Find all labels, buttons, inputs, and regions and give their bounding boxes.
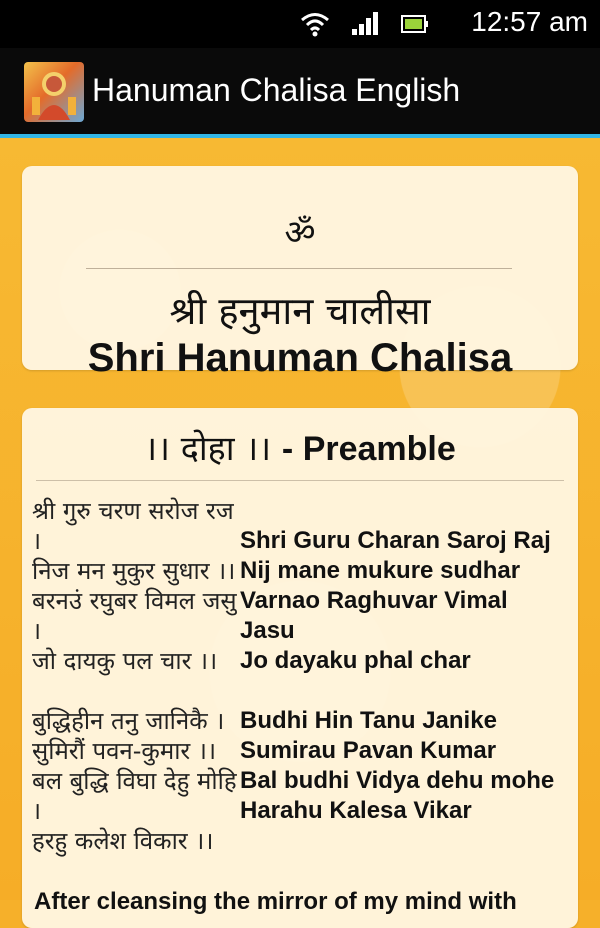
hindi-line: निज मन मुकुर सुधार ।। <box>32 557 236 585</box>
hindi-line: बुद्धिहीन तनु जानिकै । <box>32 707 225 735</box>
signal-icon <box>350 11 380 37</box>
hindi-line: सुमिरौं पवन-कुमार ।। <box>32 737 217 765</box>
divider <box>86 268 512 269</box>
english-line: Varnao Raghuvar Vimal <box>240 587 508 614</box>
verse-card <box>22 408 578 928</box>
section-heading-devanagari: ।। दोहा ।। <box>144 429 272 469</box>
hindi-line: जो दायकु पल चार ।। <box>32 647 218 675</box>
verse-1-english <box>240 526 575 676</box>
english-line: Jasu <box>240 617 295 644</box>
section-heading <box>22 424 578 470</box>
english-line: Budhi Hin Tanu Janike <box>240 707 497 734</box>
hindi-line: । <box>32 527 42 555</box>
section-heading-english: - Preamble <box>281 430 456 468</box>
verse-2-english <box>240 706 575 826</box>
app-title: Hanuman Chalisa English <box>92 72 461 108</box>
verse-1-hindi <box>32 496 237 676</box>
translation-text: After cleansing the mirror of my mind with <box>34 888 517 915</box>
english-line: Sumirau Pavan Kumar <box>240 737 497 764</box>
verse-2-hindi <box>32 706 237 856</box>
status-icons <box>300 8 430 40</box>
hindi-line: बरनउं रघुबर विमल जसु <box>32 587 237 615</box>
english-line: Shri Guru Charan Saroj Raj <box>240 527 551 554</box>
hindi-title: श्री हनुमान चालीसा <box>169 289 431 333</box>
english-line: Bal budhi Vidya dehu mohe <box>240 767 555 794</box>
english-title: Shri Hanuman Chalisa <box>87 336 513 380</box>
hindi-line: । <box>32 617 42 645</box>
hindi-line: बल बुद्धि विघा देहु मोहि <box>32 767 237 795</box>
english-line: Harahu Kalesa Vikar <box>240 797 472 824</box>
content-area[interactable] <box>0 138 600 915</box>
title-card <box>22 166 578 380</box>
hindi-line: श्री गुरु चरण सरोज रज <box>32 497 234 525</box>
hindi-line: हरहु कलेश विकार ।। <box>32 827 214 855</box>
hindi-line: । <box>32 797 42 825</box>
battery-icon <box>400 13 430 35</box>
hanuman-app-icon[interactable] <box>24 62 84 122</box>
status-bar <box>0 0 600 48</box>
status-time: 12:57 am <box>471 6 588 37</box>
english-line: Jo dayaku phal char <box>240 647 471 674</box>
action-bar <box>0 48 600 138</box>
om-symbol: ॐ <box>284 213 316 253</box>
wifi-icon <box>300 11 330 37</box>
english-line: Nij mane mukure sudhar <box>240 557 521 584</box>
heading-rule <box>36 480 564 481</box>
